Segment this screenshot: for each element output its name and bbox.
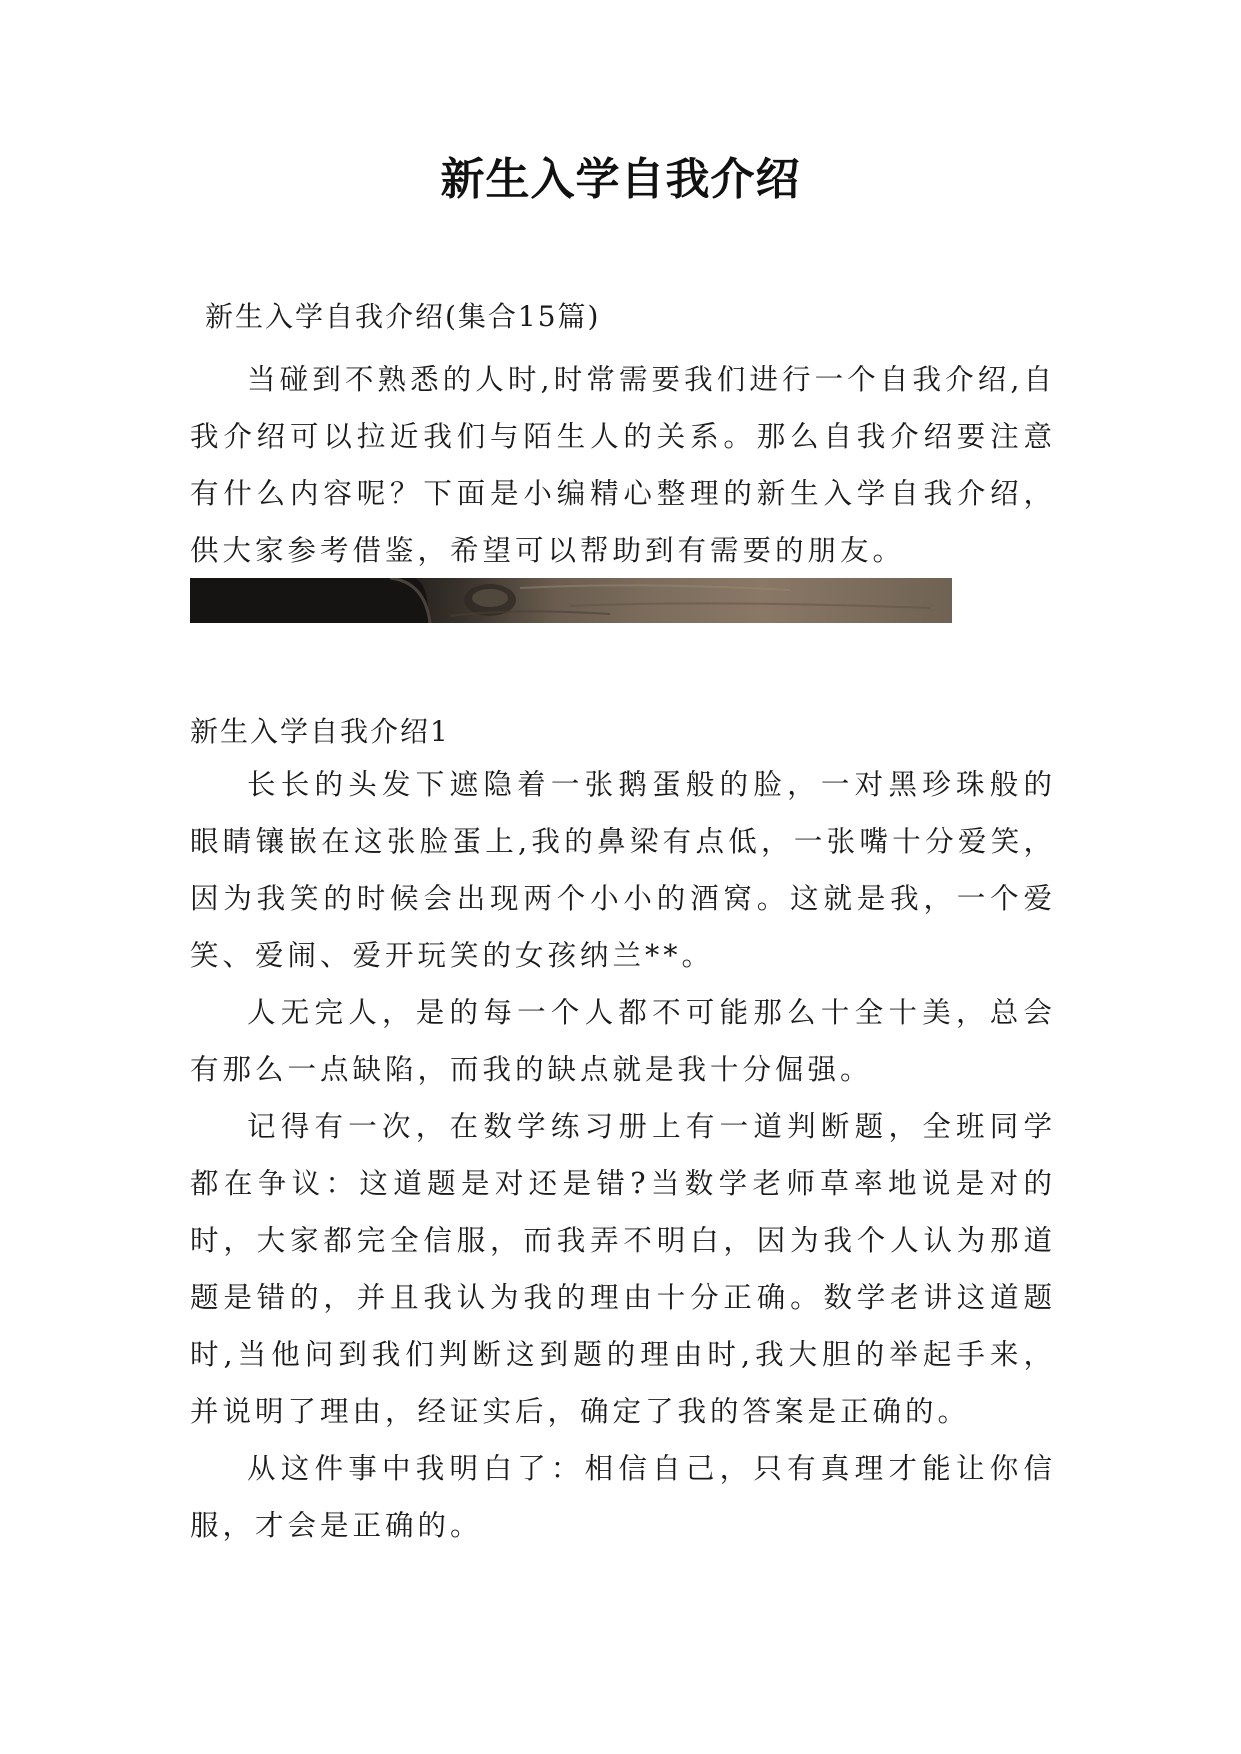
section-body: [190, 756, 1056, 1554]
intro-block: [190, 351, 1056, 579]
body-paragraph: 人无完人，是的每一个人都不可能那么十全十美，总会有那么一点缺陷，而我的缺点就是我十分倔强。: [190, 996, 1056, 1086]
body-paragraph: 从这件事中我明白了：相信自己，只有真理才能让你信服，才会是正确的。: [190, 1452, 1056, 1542]
section-heading: 新生入学自我介绍1: [190, 715, 450, 748]
document-subtitle: 新生入学自我介绍(集合15篇): [205, 300, 601, 333]
body-paragraph: 记得有一次，在数学练习册上有一道判断题，全班同学都在争议：这道题是对还是错?当数学老师草率地说是对的时，大家都完全信服，而我弄不明白，因为我个人认为那道题是错的，并且我认为我的理由十分正确。数学老讲这道题时,当他问到我们判断这到题的理由时,我大胆的举起手来，并说明了理由，经证实后，确定了我的答案是正确的。: [190, 1110, 1056, 1428]
intro-paragraph: 当碰到不熟悉的人时,时常需要我们进行一个自我介绍,自我介绍可以拉近我们与陌生人的关系。那么自我介绍要注意有什么内容呢？下面是小编精心整理的新生入学自我介绍，供大家参考借鉴，希望可以帮助到有需要的朋友。: [190, 363, 1056, 567]
document-title: 新生入学自我介绍: [440, 154, 801, 205]
banner-image: [190, 578, 952, 623]
banner-image-graphic: [190, 578, 952, 623]
body-paragraph: 长长的头发下遮隐着一张鹅蛋般的脸，一对黑珍珠般的眼睛镶嵌在这张脸蛋上,我的鼻梁有点低，一张嘴十分爱笑，因为我笑的时候会出现两个小小的酒窝。这就是我，一个爱笑、爱闹、爱开玩笑的女孩纳兰**。: [190, 768, 1056, 972]
